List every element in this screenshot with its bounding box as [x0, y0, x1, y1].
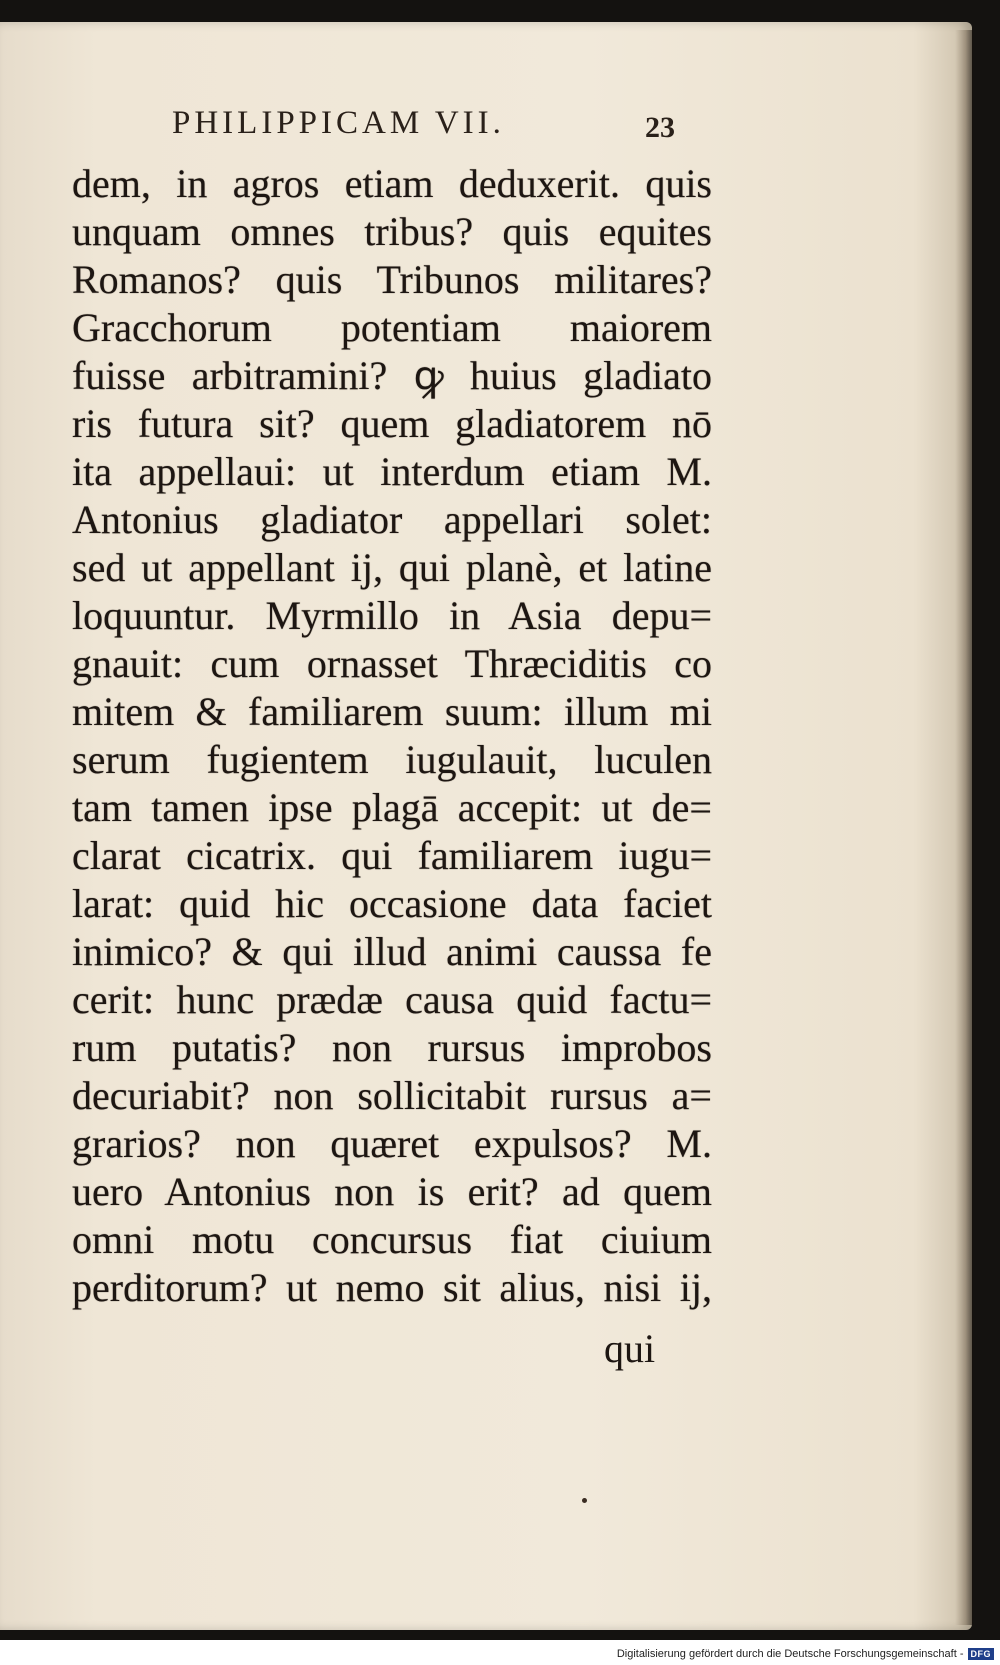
text-line: perditorum? ut nemo sit alius, nisi ij, — [72, 1265, 712, 1310]
text-line: sed ut appellant ij, qui planè, et latine — [72, 545, 712, 590]
text-line: Romanos? quis Tribunos militares? — [72, 257, 712, 302]
catchword: qui — [604, 1326, 656, 1371]
text-line: Antonius gladiator appellari solet: — [72, 497, 712, 542]
text-line: rum putatis? non rursus improbos — [72, 1025, 712, 1070]
digitization-credit — [617, 1648, 994, 1660]
text-line: fuisse arbitramini? ꝙ huius gladiato — [72, 353, 712, 398]
text-line: inimico? & qui illud animi caussa fe — [72, 929, 712, 974]
body-text — [72, 160, 712, 1312]
text-line: grarios? non quæret expulsos? M. — [72, 1121, 712, 1166]
text-line: larat: quid hic occasione data faciet — [72, 881, 712, 926]
text-line: serum fugientem iugulauit, luculen — [72, 737, 712, 782]
text-line: decuriabit? non sollicitabit rursus a= — [72, 1073, 712, 1118]
credit-text: Digitalisierung gefördert durch die Deutsche Forschungsgemeinschaft - — [616, 1648, 964, 1660]
text-line: cerit: hunc prædæ causa quid factu= — [72, 977, 712, 1022]
text-line: unquam omnes tribus? quis equites — [72, 209, 712, 254]
page-number: 23 — [645, 111, 675, 144]
text-line: tam tamen ipse plagā accepit: ut de= — [72, 785, 712, 830]
text-line: ris futura sit? quem gladiatorem nō — [72, 401, 712, 446]
text-line: Gracchorum potentiam maiorem — [72, 305, 712, 350]
page-edge-shadow — [955, 30, 973, 1625]
text-line: omni motu concursus fiat ciuium — [72, 1217, 712, 1262]
text-line: mitem & familiarem suum: illum mi — [72, 689, 712, 734]
text-line: gnauit: cum ornasset Thræciditis co — [72, 641, 712, 686]
text-line: uero Antonius non is erit? ad quem — [72, 1169, 712, 1214]
text-line: dem, in agros etiam deduxerit. quis — [72, 161, 712, 206]
text-line: loquuntur. Myrmillo in Asia depu= — [72, 593, 712, 638]
dfg-logo: DFG — [968, 1648, 995, 1660]
text-line: ita appellaui: ut interdum etiam M. — [72, 449, 712, 494]
page-header — [0, 105, 972, 155]
ink-speck — [582, 1498, 587, 1503]
text-line: clarat cicatrix. qui familiarem iugu= — [72, 833, 712, 878]
running-title: PHILIPPICAM VII. — [172, 105, 505, 141]
